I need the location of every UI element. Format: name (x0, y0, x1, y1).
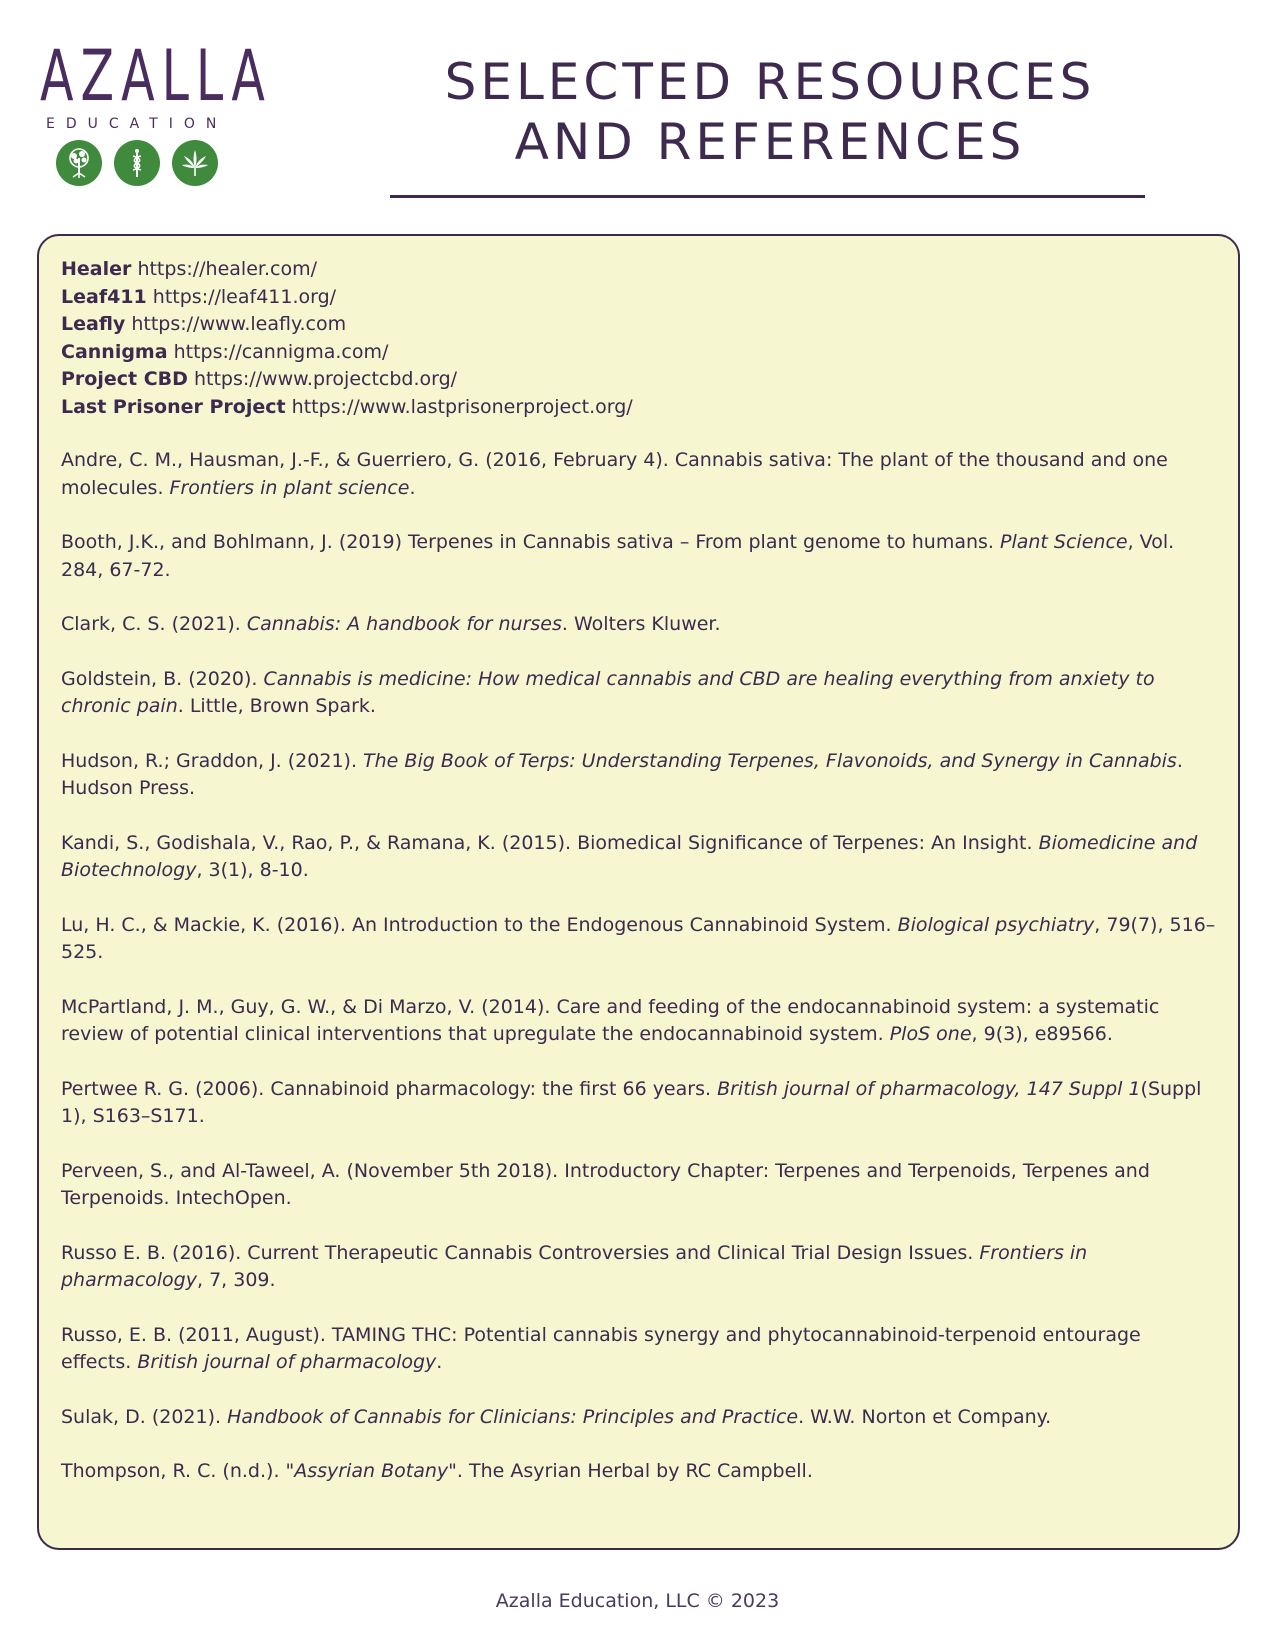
resource-item (61, 284, 1216, 312)
resource-name: Leaf411 (61, 285, 147, 308)
reference-source: Biomedicine and Biotechnology (61, 831, 1198, 881)
reference-entry (61, 447, 1216, 502)
resource-url[interactable]: https://www.projectcbd.org/ (193, 368, 458, 390)
reference-text: Hudson, R.; Graddon, J. (2021). (61, 749, 364, 772)
reference-tail: , 79(7), 516–525. (61, 913, 1216, 963)
reference-entry (61, 1322, 1216, 1377)
reference-source: Biological psychiatry (897, 913, 1095, 936)
resource-name: Healer (61, 258, 132, 280)
resource-item (61, 394, 1216, 422)
resource-url[interactable]: https://www.lastprisonerproject.org/ (291, 395, 633, 418)
title-divider (390, 195, 1145, 198)
reference-tail: (Suppl 1), S163–S171. (61, 1077, 1202, 1127)
reference-entry (61, 529, 1216, 584)
reference-entry (61, 830, 1216, 885)
resource-item (61, 366, 1216, 394)
reference-tail: , 3(1), 8-10. (196, 859, 309, 881)
logo-wordmark: AZALLA (40, 35, 272, 117)
reference-text: Pertwee R. G. (2006). Cannabinoid pharmacology: the first 66 years. (61, 1077, 718, 1100)
reference-entry (61, 1458, 1216, 1486)
resource-list (61, 256, 1216, 421)
reference-source: Assyrian Botany (294, 1460, 449, 1482)
reference-tail: , 7, 309. (197, 1269, 276, 1291)
reference-tail: , Vol. 284, 67-72. (61, 531, 1175, 581)
reference-text: Lu, H. C., & Mackie, K. (2016). An Introduction to the Endogenous Cannabinoid System. (61, 913, 898, 936)
footer-copyright: Azalla Education, LLC © 2023 (495, 1590, 780, 1612)
reference-tail: . Little, Brown Spark. (177, 695, 376, 717)
reference-text: Goldstein, B. (2020). (61, 667, 264, 690)
reference-text: Andre, C. M., Hausman, J.-F., & Guerriero, G. (2016, February 4). Cannabis sativa: The plant of the thousand and one molecules. (61, 449, 1168, 499)
reference-list (61, 447, 1216, 1486)
reference-text: Russo E. B. (2016). Current Therapeutic Cannabis Controversies and Clinical Trial Design Issues. (61, 1241, 980, 1264)
reference-source: Plant Science (1000, 531, 1128, 553)
reference-entry (61, 994, 1216, 1049)
reference-tail: . (409, 476, 416, 499)
reference-entry (61, 611, 1216, 639)
reference-tail: . (436, 1351, 443, 1373)
reference-entry (61, 912, 1216, 967)
reference-tail: . Hudson Press. (61, 749, 1183, 799)
reference-source: The Big Book of Terps: Understanding Terpenes, Flavonoids, and Synergy in Cannabis (363, 749, 1177, 772)
page-title (390, 52, 1150, 172)
tree-icon (56, 140, 102, 186)
reference-text: McPartland, J. M., Guy, G. W., & Di Marzo, V. (2014). Care and feeding of the endocannabinoid system: a systematic review of potential clinical interventions that upregulate the endocannabinoid system. (61, 995, 1160, 1045)
resource-item (61, 311, 1216, 339)
reference-tail: , 9(3), e89566. (971, 1023, 1113, 1045)
page-title-line-2: AND REFERENCES (514, 113, 1026, 171)
reference-entry (61, 1158, 1216, 1213)
references-panel (37, 234, 1240, 1550)
logo-icons (40, 140, 250, 186)
reference-text: Clark, C. S. (2021). (61, 613, 247, 635)
reference-source: British journal of pharmacology (137, 1351, 437, 1373)
reference-source: Frontiers in plant science (169, 476, 410, 499)
resource-url[interactable]: https://www.leafly.com (131, 313, 347, 335)
reference-entry (61, 1076, 1216, 1131)
resource-name: Project CBD (61, 368, 188, 390)
reference-source: PloS one (889, 1023, 972, 1045)
resource-name: Last Prisoner Project (61, 395, 286, 418)
resource-item (61, 339, 1216, 367)
reference-entry (61, 1240, 1216, 1295)
resource-name: Cannigma (61, 340, 168, 363)
reference-entry (61, 1404, 1216, 1432)
resource-item (61, 256, 1216, 284)
reference-tail: . Wolters Kluwer. (561, 613, 721, 635)
reference-source: Frontiers in pharmacology (61, 1241, 1088, 1291)
reference-text: Kandi, S., Godishala, V., Rao, P., & Ramana, K. (2015). Biomedical Significance of Terpenes: An Insight. (61, 831, 1039, 854)
reference-source: British journal of pharmacology, 147 Suppl 1 (717, 1077, 1141, 1100)
logo-subtitle: EDUCATION (46, 116, 228, 132)
reference-text: Russo, E. B. (2011, August). TAMING THC: Potential cannabis synergy and phytocannabinoid-terpenoid entourage effects. (61, 1323, 1141, 1373)
page-title-line-1: SELECTED RESOURCES (444, 53, 1096, 111)
caduceus-icon (114, 140, 160, 186)
reference-text: Thompson, R. C. (n.d.). " (61, 1460, 295, 1482)
logo (40, 35, 272, 186)
reference-text: Perveen, S., and Al-Taweel, A. (November 5th 2018). Introductory Chapter: Terpenes and Terpenoids, Terpenes and Terpenoids. IntechOpen. (61, 1159, 1150, 1209)
resource-url[interactable]: https://leaf411.org/ (152, 285, 337, 308)
reference-text: Booth, J.K., and Bohlmann, J. (2019) Terpenes in Cannabis sativa – From plant genome to humans. (61, 531, 1001, 553)
resource-url[interactable]: https://healer.com/ (137, 258, 317, 280)
reference-source: Handbook of Cannabis for Clinicians: Principles and Practice (227, 1405, 799, 1428)
reference-entry (61, 666, 1216, 721)
resource-url[interactable]: https://cannigma.com/ (173, 340, 389, 363)
reference-text: Sulak, D. (2021). (61, 1405, 228, 1428)
reference-tail: ". The Asyrian Herbal by RC Campbell. (448, 1460, 813, 1482)
resource-name: Leafly (61, 313, 126, 335)
cannabis-leaf-icon (172, 140, 218, 186)
reference-entry (61, 748, 1216, 803)
reference-source: Cannabis is medicine: How medical cannabis and CBD are healing everything from anxiety to chronic pain (61, 667, 1155, 717)
reference-source: Cannabis: A handbook for nurses (246, 613, 562, 635)
reference-tail: . W.W. Norton et Company. (798, 1405, 1052, 1428)
